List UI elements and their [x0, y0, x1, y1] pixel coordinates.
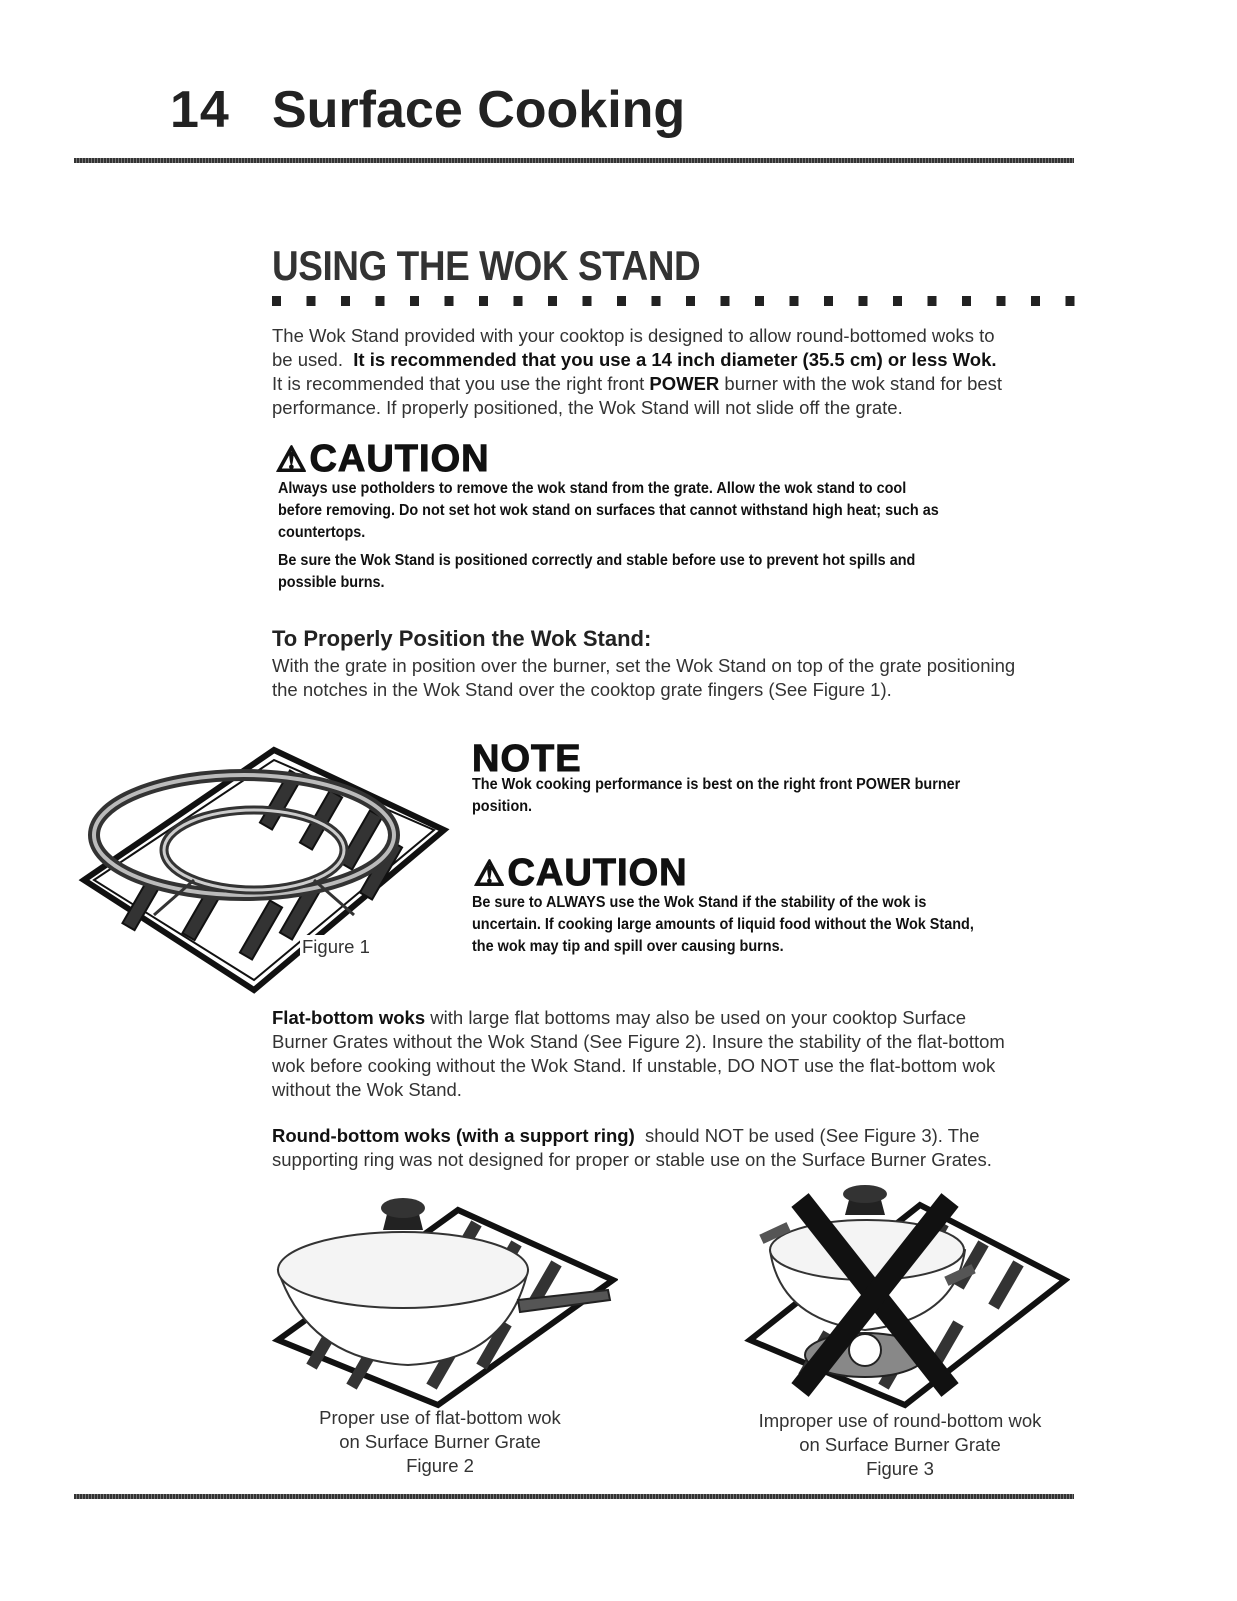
intro-recommendation: It is recommended that you use a 14 inch diameter (35.5 cm) or less Wok. [353, 349, 997, 370]
flat-bottom-wok-illustration [268, 1190, 618, 1410]
figure-1-caption: Figure 1 [302, 936, 370, 957]
intro-line-4: performance. If properly positioned, the Wok Stand will not slide off the grate. [272, 397, 903, 418]
dotted-divider [272, 296, 1088, 306]
position-paragraph: With the grate in position over the burner, set the Wok Stand on top of the grate positioning the notches in the Wok Stand over the cooktop grate fingers (See Figure 1). [272, 655, 1016, 700]
position-heading: To Properly Position the Wok Stand: [272, 626, 652, 651]
intro-paragraph [272, 324, 1092, 420]
intro-line-1: The Wok Stand provided with your cooktop is designed to allow round-bottomed woks to [272, 325, 995, 346]
wok-stand-illustration [74, 730, 454, 1010]
warning-triangle-icon: ⚠ [276, 441, 308, 479]
flat-bottom-paragraph: Flat-bottom woks with large flat bottoms may also be used on your cooktop Surface Burner Grates without the Wok Stand (See Figure 2). Insure the stability of the flat-bottom wok before cooking without the Wok Stand. If unstable, DO NOT use the flat-bottom wok without the Wok Stand. [272, 1007, 1005, 1100]
page-number: 14 [170, 81, 230, 139]
caution-heading-2: ⚠CAUTION [474, 852, 688, 894]
note-text: The Wok cooking performance is best on the right front POWER burner position. [472, 776, 961, 815]
figure-2-caption: Proper use of flat-bottom wok on Surface Burner Grate Figure 2 [319, 1407, 561, 1476]
round-bottom-paragraph: Round-bottom woks (with a support ring) should NOT be used (See Figure 3). The supporting ring was not designed for proper or stable use on the Surface Burner Grates. [272, 1125, 992, 1170]
page-title: Surface Cooking [272, 81, 686, 139]
round-bottom-wok-illustration [740, 1180, 1070, 1410]
intro-line-3: It is recommended that you use the right front POWER burner with the wok stand for best [272, 373, 1003, 394]
figure-3-caption: Improper use of round-bottom wok on Surface Burner Grate Figure 3 [758, 1410, 1042, 1479]
intro-line-2: be used. It is recommended that you use a 14 inch diameter (35.5 cm) or less Wok. [272, 349, 997, 370]
section-title: USING THE WOK STAND [272, 242, 701, 289]
header-rule [74, 158, 1074, 163]
warning-triangle-icon: ⚠ [474, 855, 506, 893]
note-heading: NOTE [472, 738, 582, 780]
footer-rule [74, 1494, 1074, 1499]
caution-heading-1: ⚠CAUTION [276, 438, 490, 480]
caution-text-2: Be sure to ALWAYS use the Wok Stand if the stability of the wok is uncertain. If cooking large amounts of liquid food without the Wok Stand, the wok may tip and spill over causing burns. [472, 894, 974, 955]
caution-text-1: Always use potholders to remove the wok stand from the grate. Allow the wok stand to cool before removing. Do not set hot wok stand on surfaces that cannot withstand high heat; such as countertops. Be sure the Wok Stand is positioned correctly and stable before use to prevent hot spills and possible burns. [278, 480, 939, 591]
